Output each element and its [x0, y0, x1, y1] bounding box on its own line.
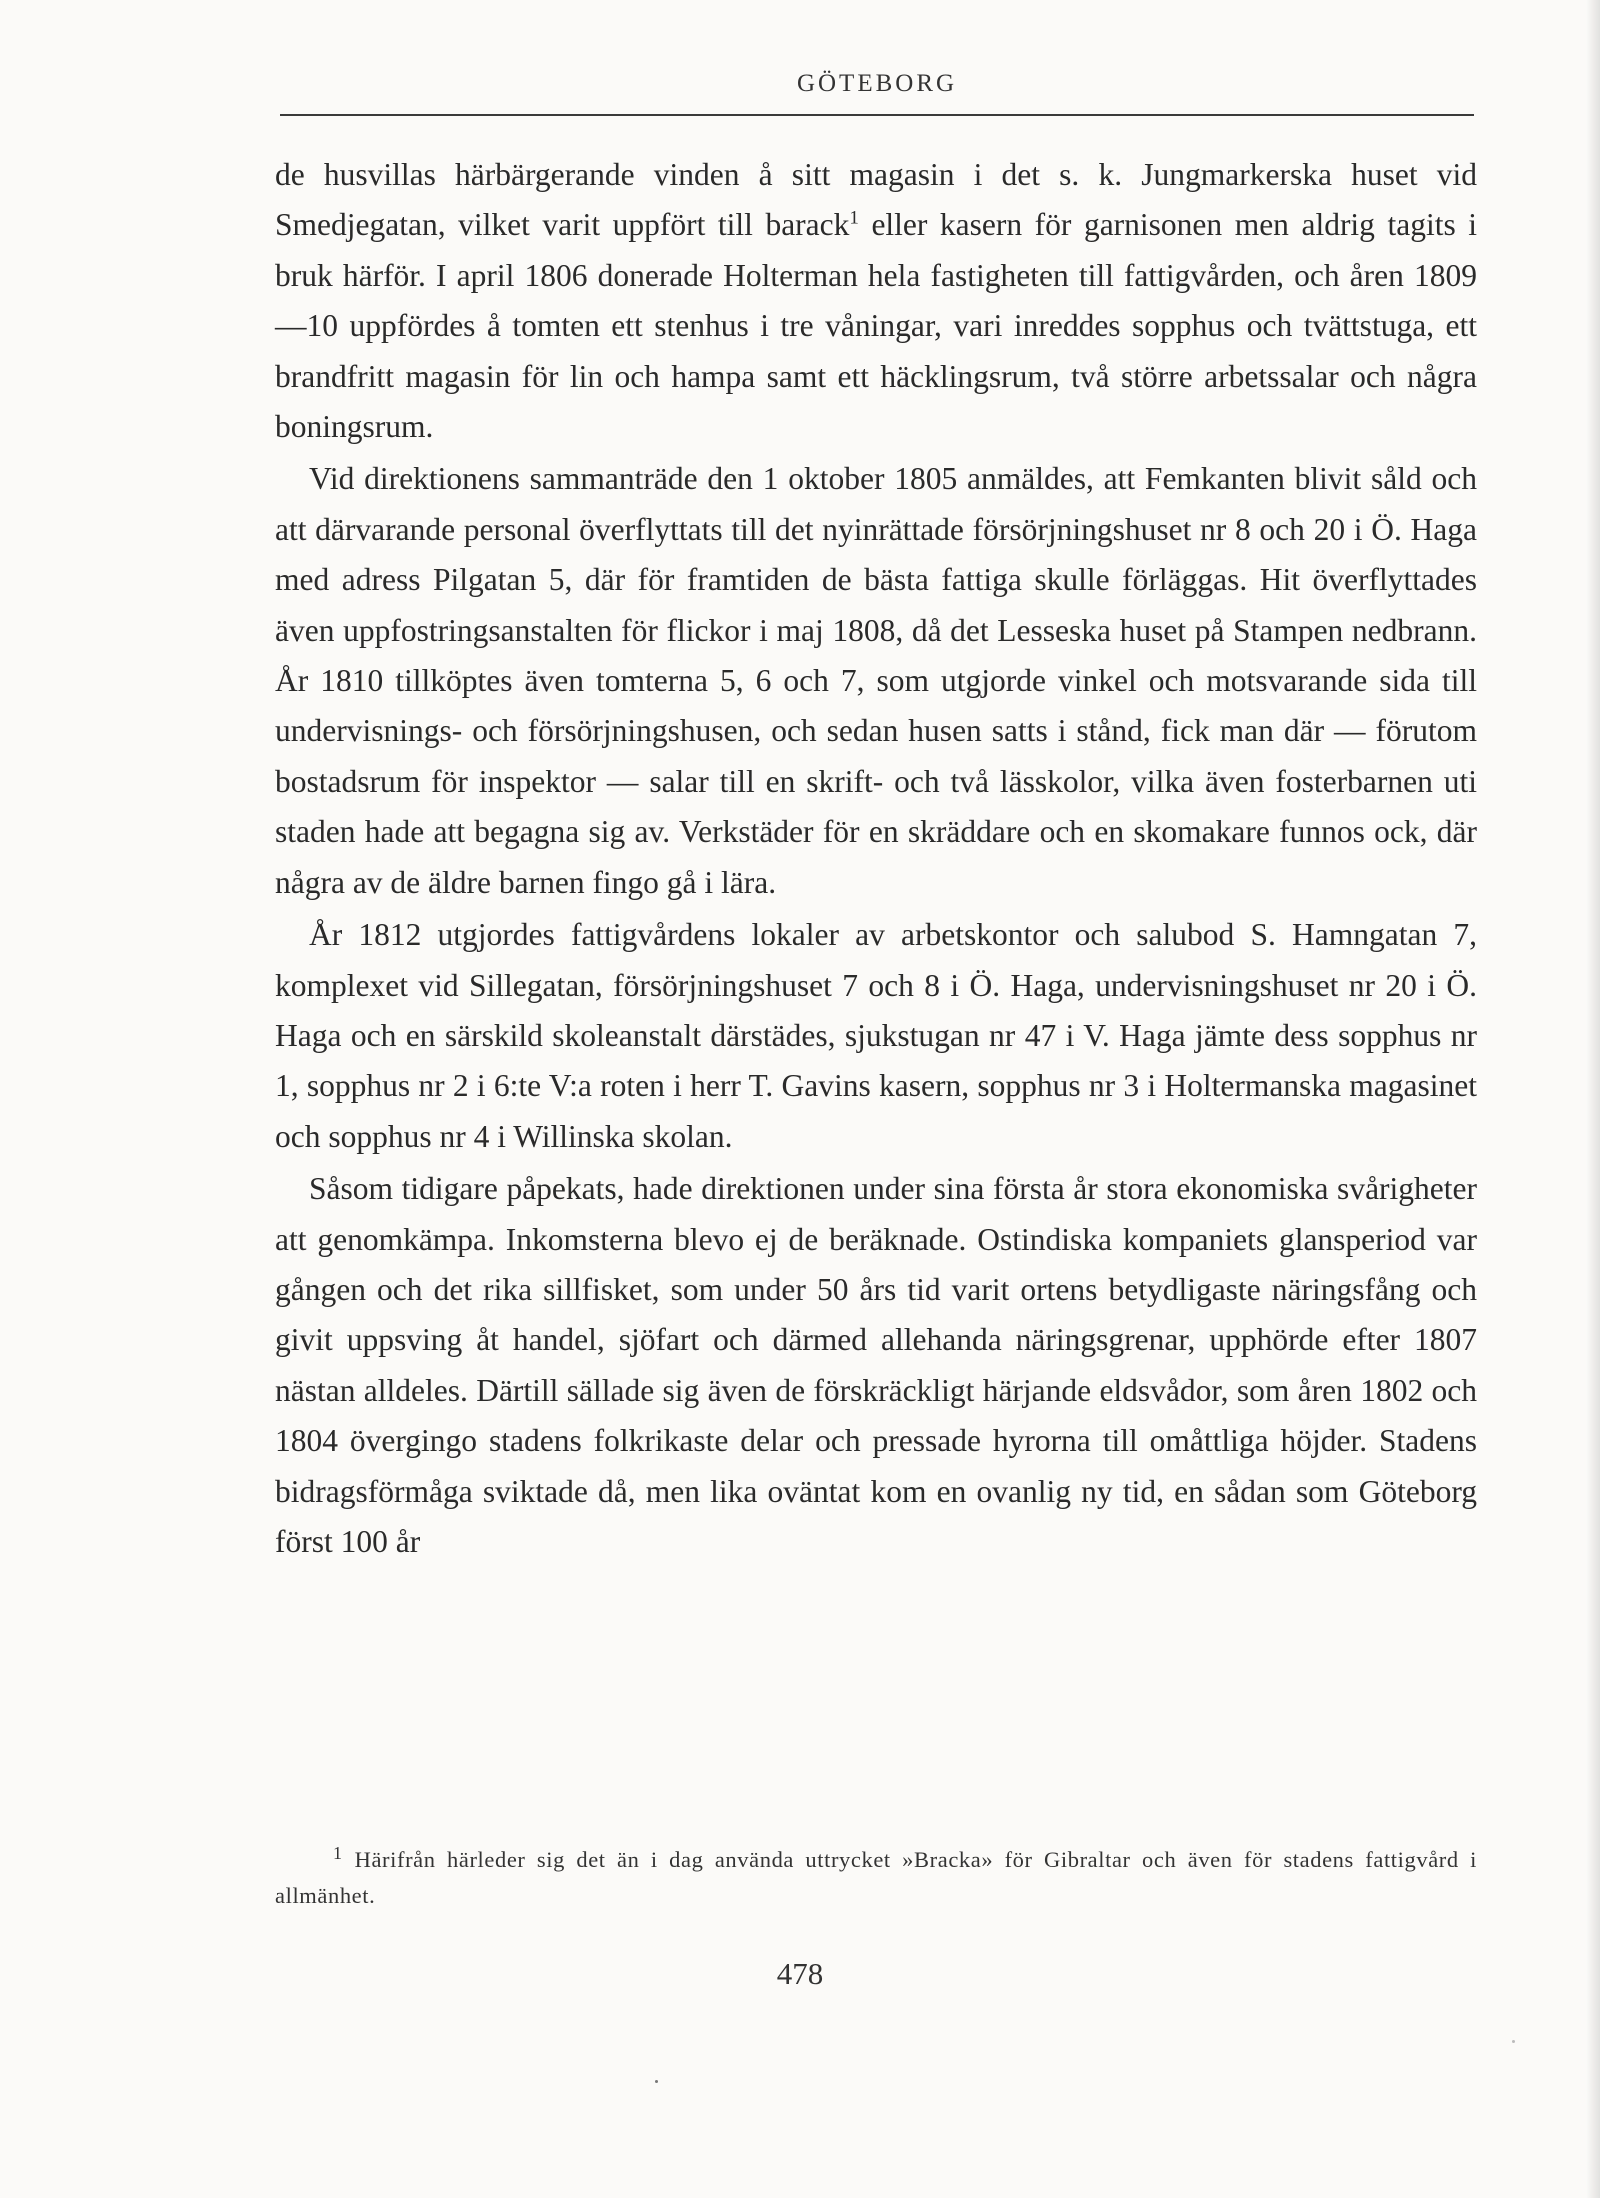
header-rule [280, 114, 1474, 116]
running-head: GÖTEBORG [796, 70, 958, 97]
footnote-text: Härifrån härleder sig det än i dag använda uttrycket »Bracka» för Gibraltar och även för stadens fattigvård i allmänhet. [275, 1847, 1477, 1908]
paper-speck [1512, 2040, 1515, 2043]
paragraph-3: År 1812 utgjordes fattigvårdens lokaler av arbetskontor och salubod S. Hamngatan 7, komplexet vid Sillegatan, försörjningshuset 7 och 8 i Ö. Haga, undervisningshuset nr 20 i Ö. Haga och en särskild skoleanstalt därstädes, sjukstugan nr 47 i V. Haga jämte dess sopphus nr 1, sopphus nr 2 i 6:te V:a roten i herr T. Gavins kasern, sopphus nr 3 i Holtermanska magasinet och sopphus nr 4 i Willinska skolan. [275, 917, 1477, 1154]
footnote-reference: 1 [849, 207, 859, 229]
paragraph-1-text: de husvillas härbärgerande vinden å sitt magasin i det s. k. Jungmarkerska huset vid Smedjegatan, vilket varit uppfört till barack [275, 157, 1477, 243]
page-number: 478 [776, 1956, 824, 1991]
paragraph-2: Vid direktionens sammanträde den 1 oktober 1805 anmäldes, att Femkanten blivit såld och att därvarande personal överflyttats till det nyinrättade försörjningshuset nr 8 och 20 i Ö. Haga med adress Pilgatan 5, där för framtiden de bästa fattiga skulle förläggas. Hit överflyttades även uppfostringsanstalten för flickor i maj 1808, då det Lesseska huset på Stampen nedbrann. År 1810 tillköptes även tomterna 5, 6 och 7, som utgjorde vinkel och motsvarande sida till undervisnings- och försörjningshusen, och sedan husen satts i stånd, fick man där — förutom bostadsrum för inspektor — salar till en skrift- och två lässkolor, vilka även fosterbarnen uti staden hade att begagna sig av. Verkstäder för en skräddare och en skomakare funnos ock, där några av de äldre barnen fingo gå i lära. [275, 461, 1477, 900]
body-text [275, 150, 1477, 1567]
paper-speck [655, 2080, 658, 2083]
footnote: 1 Härifrån härleder sig det än i dag använda uttrycket »Bracka» för Gibraltar och även för stadens fattigvård i allmänhet. [275, 1842, 1477, 1908]
page-edge-shadow [1586, 0, 1600, 2198]
paragraph-1-text-continued: eller kasern för garnisonen men aldrig tagits i bruk härför. I april 1806 donerade Holterman hela fastigheten till fattigvården, och åren 1809—10 uppfördes å tomten ett stenhus i tre våningar, vari inreddes sopphus och tvättstuga, ett brandfritt magasin för lin och hampa samt ett häcklingsrum, två större arbetssalar och några boningsrum. [275, 207, 1478, 445]
paragraph-4: Såsom tidigare påpekats, hade direktionen under sina första år stora ekonomiska svårigheter att genomkämpa. Inkomsterna blevo ej de beräknade. Ostindiska kompaniets glansperiod var gången och det rika sillfisket, som under 50 års tid varit ortens betydligaste näringsfång och givit uppsving åt handel, sjöfart och därmed allehanda näringsgrenar, upphörde efter 1807 nästan alldeles. Därtill sällade sig även de förskräckligt härjande eldsvådor, som åren 1802 och 1804 övergingo stadens folkrikaste delar och pressade hyrorna till omåttliga höjder. Stadens bidragsförmåga sviktade då, men lika oväntat kom en ovanlig ny tid, en sådan som Göteborg först 100 år [275, 1171, 1477, 1559]
paragraph-1 [275, 150, 1477, 452]
